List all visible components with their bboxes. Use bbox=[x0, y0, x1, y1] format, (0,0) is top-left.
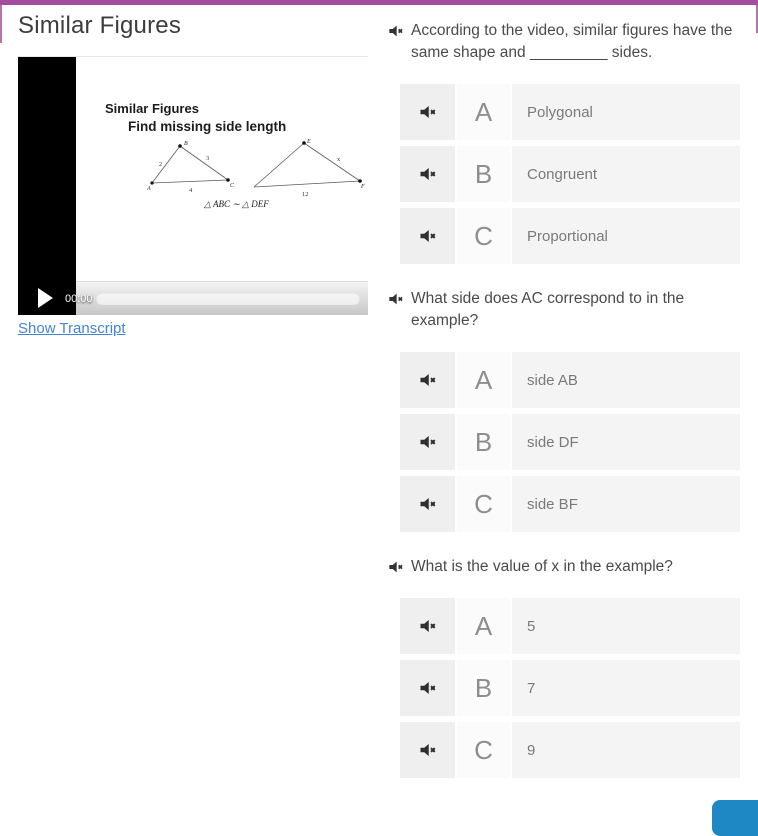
option-audio-button[interactable] bbox=[400, 352, 455, 408]
muted-speaker-icon[interactable] bbox=[388, 291, 404, 307]
similarity-statement: △ ABC ∼ △ DEF bbox=[204, 199, 269, 209]
option-audio-button[interactable] bbox=[400, 660, 455, 716]
option-audio-button[interactable] bbox=[400, 722, 455, 778]
vertex-a-label: A bbox=[147, 186, 151, 192]
answer-option[interactable] bbox=[400, 352, 740, 408]
muted-speaker-icon bbox=[419, 617, 437, 635]
muted-speaker-icon[interactable] bbox=[388, 559, 404, 575]
question-3-options bbox=[400, 598, 740, 778]
option-audio-button[interactable] bbox=[400, 208, 455, 264]
side-ac-value: 4 bbox=[189, 187, 193, 194]
video-column bbox=[18, 12, 368, 802]
muted-speaker-icon bbox=[419, 227, 437, 245]
muted-speaker-icon bbox=[419, 103, 437, 121]
muted-speaker-icon bbox=[419, 495, 437, 513]
answer-option[interactable] bbox=[400, 146, 740, 202]
option-text: 7 bbox=[512, 660, 740, 716]
option-letter: B bbox=[457, 414, 510, 470]
answer-option[interactable] bbox=[400, 414, 740, 470]
option-letter: C bbox=[457, 476, 510, 532]
accent-bar-top bbox=[0, 0, 758, 5]
video-player[interactable] bbox=[18, 56, 368, 315]
video-timecode: 00:00 bbox=[65, 293, 93, 305]
option-text: side BF bbox=[512, 476, 740, 532]
muted-speaker-icon bbox=[419, 165, 437, 183]
option-text: side DF bbox=[512, 414, 740, 470]
option-text: side AB bbox=[512, 352, 740, 408]
option-audio-button[interactable] bbox=[400, 598, 455, 654]
option-letter: B bbox=[457, 146, 510, 202]
option-text: 5 bbox=[512, 598, 740, 654]
question-1 bbox=[388, 20, 740, 64]
option-letter: B bbox=[457, 660, 510, 716]
answer-option[interactable] bbox=[400, 84, 740, 140]
next-button[interactable] bbox=[712, 800, 758, 836]
option-letter: A bbox=[457, 598, 510, 654]
muted-speaker-icon bbox=[419, 433, 437, 451]
question-1-options bbox=[400, 84, 740, 264]
side-ab-value: 2 bbox=[159, 161, 163, 168]
question-3 bbox=[388, 556, 740, 578]
play-button[interactable] bbox=[38, 288, 53, 308]
option-audio-button[interactable] bbox=[400, 146, 455, 202]
option-audio-button[interactable] bbox=[400, 84, 455, 140]
answer-option[interactable] bbox=[400, 598, 740, 654]
accent-bar-left bbox=[0, 5, 2, 43]
muted-speaker-icon bbox=[419, 679, 437, 697]
option-audio-button[interactable] bbox=[400, 414, 455, 470]
answer-option[interactable] bbox=[400, 722, 740, 778]
option-text: 9 bbox=[512, 722, 740, 778]
questions-column bbox=[388, 12, 740, 802]
vertex-c-label: C bbox=[230, 183, 235, 189]
answer-option[interactable] bbox=[400, 660, 740, 716]
muted-speaker-icon bbox=[419, 371, 437, 389]
answer-option[interactable] bbox=[400, 476, 740, 532]
question-prompt: What is the value of x in the example? bbox=[411, 558, 673, 575]
page-title: Similar Figures bbox=[18, 12, 182, 39]
vertex-e-label: E bbox=[307, 139, 311, 145]
vertex-b-label: B bbox=[184, 141, 188, 147]
option-text: Polygonal bbox=[512, 84, 740, 140]
option-audio-button[interactable] bbox=[400, 476, 455, 532]
muted-speaker-icon[interactable] bbox=[388, 23, 404, 39]
slide-subtitle: Find missing side length bbox=[128, 119, 287, 134]
option-letter: A bbox=[457, 352, 510, 408]
slide-title: Similar Figures bbox=[105, 101, 199, 116]
show-transcript-link[interactable]: Show Transcript bbox=[18, 320, 126, 337]
option-letter: C bbox=[457, 208, 510, 264]
video-letterbox-panel bbox=[18, 57, 76, 315]
side-bc-value: 3 bbox=[206, 155, 210, 162]
question-prompt: What side does AC correspond to in the example? bbox=[411, 290, 685, 329]
side-ef-value: x bbox=[337, 156, 341, 163]
video-controls-bar bbox=[76, 281, 368, 315]
option-letter: C bbox=[457, 722, 510, 778]
option-letter: A bbox=[457, 84, 510, 140]
muted-speaker-icon bbox=[419, 741, 437, 759]
option-text: Proportional bbox=[512, 208, 740, 264]
question-2 bbox=[388, 288, 740, 332]
video-slide bbox=[76, 57, 368, 282]
answer-option[interactable] bbox=[400, 208, 740, 264]
triangles-figure bbox=[146, 139, 366, 203]
question-2-options bbox=[400, 352, 740, 532]
vertex-f-label: F bbox=[361, 184, 365, 190]
question-prompt: According to the video, similar figures have the same shape and _________ sides. bbox=[411, 22, 733, 61]
option-text: Congruent bbox=[512, 146, 740, 202]
video-progress-bar[interactable] bbox=[96, 292, 360, 305]
side-df-value: 12 bbox=[302, 191, 309, 198]
